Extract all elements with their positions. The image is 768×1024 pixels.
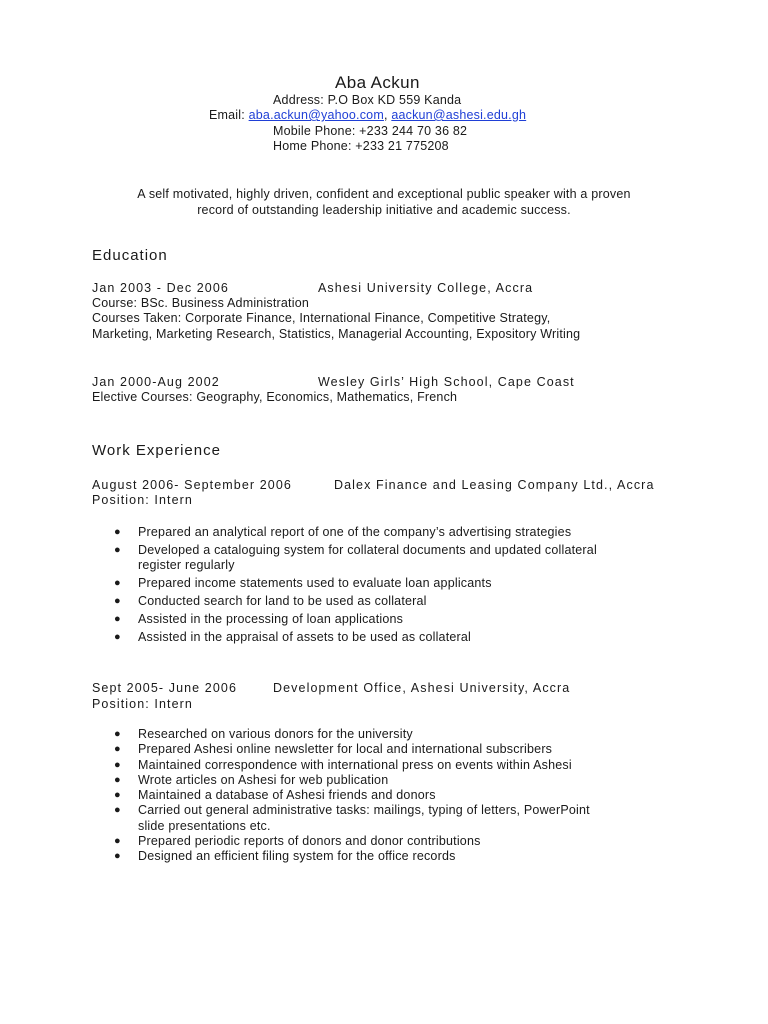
duty-text: Prepared an analytical report of one of the company’s advertising strategies <box>138 525 572 539</box>
list-item <box>114 727 590 742</box>
duty-text: Wrote articles on Ashesi for web publication <box>138 772 389 787</box>
duty-text: Carried out general administrative tasks: mailings, typing of letters, PowerPoint <box>138 803 590 818</box>
list-item <box>114 773 590 788</box>
resume-name: Aba Ackun <box>335 73 420 92</box>
mobile-phone-line: Mobile Phone: +233 244 70 36 82 <box>273 124 468 138</box>
education-heading: Education <box>92 247 168 264</box>
job-date: August 2006- September 2006 <box>92 478 292 492</box>
education-course: Course: BSc. Business Administration <box>92 296 310 310</box>
duty-text: Developed a cataloguing system for collateral documents and updated collateral <box>138 543 597 557</box>
education-date: Jan 2000-Aug 2002 <box>92 375 220 389</box>
list-item-continuation <box>114 558 597 573</box>
summary-line-2: record of outstanding leadership initiative and academic success. <box>197 203 571 217</box>
duty-text: Assisted in the appraisal of assets to be used as collateral <box>138 630 472 644</box>
job-position: Position: Intern <box>92 493 193 507</box>
duty-text: Maintained a database of Ashesi friends and donors <box>138 788 436 803</box>
list-item <box>114 849 590 864</box>
list-item <box>114 543 597 558</box>
education-institution: Wesley Girls’ High School, Cape Coast <box>318 375 575 389</box>
email-link-ashesi[interactable]: aackun@ashesi.edu.gh <box>391 108 527 122</box>
duty-text: Prepared periodic reports of donors and donor contributions <box>138 834 481 849</box>
job-position: Position: Intern <box>92 697 193 711</box>
list-item <box>114 788 590 803</box>
duty-text: slide presentations etc. <box>138 818 271 833</box>
education-courses-taken: Courses Taken: Corporate Finance, International Finance, Competitive Strategy, <box>92 311 551 325</box>
job-duties-list <box>114 727 590 865</box>
list-item <box>114 612 597 627</box>
list-item <box>114 630 597 645</box>
email-separator: , <box>383 108 388 122</box>
email-label: Email: <box>209 108 245 122</box>
list-item-continuation <box>114 819 590 834</box>
bullet-icon: ● <box>114 743 121 756</box>
bullet-icon: ● <box>114 613 121 625</box>
list-item <box>114 758 590 773</box>
duty-text: Assisted in the processing of loan applications <box>138 612 404 626</box>
bullet-icon: ● <box>114 835 121 848</box>
duty-text: Designed an efficient filing system for the office records <box>138 849 456 864</box>
job-employer: Dalex Finance and Leasing Company Ltd., Accra <box>334 478 655 492</box>
bullet-icon: ● <box>114 577 121 589</box>
list-item <box>114 594 597 609</box>
list-item <box>114 834 590 849</box>
address-line: Address: P.O Box KD 559 Kanda <box>273 93 462 107</box>
education-date: Jan 2003 - Dec 2006 <box>92 281 229 295</box>
duty-text: register regularly <box>138 558 235 572</box>
list-item <box>114 803 590 818</box>
bullet-icon: ● <box>114 773 121 786</box>
bullet-icon: ● <box>114 728 121 740</box>
job-employer: Development Office, Ashesi University, Accra <box>273 681 571 695</box>
duty-text: Maintained correspondence with international press on events within Ashesi <box>138 757 572 772</box>
bullet-icon: ● <box>114 595 121 607</box>
list-item <box>114 525 597 540</box>
bullet-icon: ● <box>114 804 121 817</box>
list-item <box>114 576 597 591</box>
bullet-icon: ● <box>114 544 121 556</box>
bullet-icon: ● <box>114 789 121 802</box>
education-courses-taken-cont: Marketing, Marketing Research, Statistics, Managerial Accounting, Expository Writing <box>92 327 581 341</box>
bullet-icon: ● <box>114 526 121 538</box>
duty-text: Conducted search for land to be used as collateral <box>138 594 427 608</box>
duty-text: Prepared Ashesi online newsletter for local and international subscribers <box>138 742 553 757</box>
summary-line-1: A self motivated, highly driven, confident and exceptional public speaker with a proven <box>137 187 631 201</box>
list-item <box>114 742 590 757</box>
duty-text: Prepared income statements used to evaluate loan applicants <box>138 576 492 590</box>
education-electives: Elective Courses: Geography, Economics, Mathematics, French <box>92 390 458 404</box>
duty-text: Researched on various donors for the university <box>138 727 413 741</box>
job-date: Sept 2005- June 2006 <box>92 681 238 695</box>
bullet-icon: ● <box>114 631 121 643</box>
job-duties-list <box>114 525 597 648</box>
email-link-yahoo[interactable]: aba.ackun@yahoo.com <box>248 108 384 122</box>
bullet-icon: ● <box>114 850 121 863</box>
email-line <box>209 108 526 122</box>
work-experience-heading: Work Experience <box>92 442 221 459</box>
home-phone-line: Home Phone: +233 21 775208 <box>273 139 449 153</box>
education-institution: Ashesi University College, Accra <box>318 281 534 295</box>
bullet-icon: ● <box>114 758 121 771</box>
